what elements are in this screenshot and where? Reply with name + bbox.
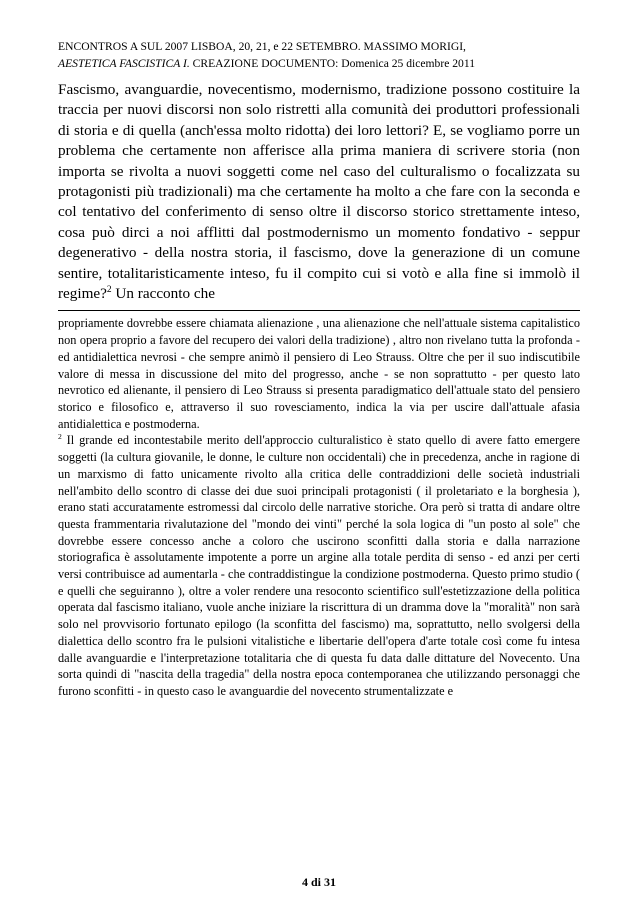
footnote-2-number: 2 [58, 432, 62, 442]
footnote-separator [58, 310, 580, 311]
header-creation-date: CREAZIONE DOCUMENTO: Domenica 25 dicembre 2011 [189, 57, 476, 70]
footnotes [58, 315, 580, 699]
main-text: Fascismo, avanguardie, novecentismo, modernismo, tradizione possono costituire la traccia per nuovi discorsi non solo ristretti alla comunità dei produttori professionali di storia e di quella (anch'essa molto ridotta) dei loro lettori? E, se vogliamo porre un problema che certamente non afferisce alla prima maniera di scrivere storia (non importa se rivolta a nuovi soggetti come nel caso del culturalismo o focalizzata su protagonisti più tradizionali) ma che certamente ha molto a che fare con la seconda e col tentativo del conferimento di senso oltre il discorso storico strettamente inteso, cosa può dirci a noi afflitti dal postmodernismo un momento fondativo - seppur degenerativo - della nostra storia, il fascismo, dove la generazione di un comune sentire, totalitaristicamente inteso, fu il compito cui si votò e alla fine si immolò il regime? [58, 81, 580, 303]
header-title-italic: AESTETICA FASCISTICA I. [58, 57, 190, 70]
main-paragraph [58, 80, 580, 304]
page-number: 4 di 31 [301, 875, 336, 889]
document-page [58, 38, 580, 889]
running-header [58, 38, 580, 72]
main-text-tail: Un racconto che [111, 285, 215, 303]
header-line-1: ENCONTROS A SUL 2007 LISBOA, 20, 21, e 22 SETEMBRO. MASSIMO MORIGI, [58, 40, 466, 53]
footnote-2 [58, 432, 580, 699]
footnote-ref-2[interactable]: 2 [106, 285, 112, 295]
footnote-continued: propriamente dovrebbe essere chiamata alienazione , una alienazione che nell'attuale sistema capitalistico non opera proprio a favore del recupero dei valori della tradizione) , altro non rivelano tutta la profonda - ed antidialettica nevrosi - che sempre animò il pensiero di Leo Strauss. Oltre che per il suo indiscutibile valore di messa in discussione del mito del progresso, anche - se non soprattutto - per questo lato nevrotico ed alienante, il pensiero di Leo Strauss si presenta paradigmatico dell'attuale stato del pensiero storico e filosofico e, attraverso il suo rovesciamento, indica la via per uscire dall'attuale afasia antidialettica e postmoderna. [58, 316, 580, 431]
footnote-2-text: Il grande ed incontestabile merito dell'approccio culturalistico è stato quello di avere fatto emergere soggetti (la cultura giovanile, le donne, le culture non occidentali) che in precedenza, anche in ragione di un marxismo di fatto unicamente rivolto alla critica delle contraddizioni delle società industriali nell'ambito dello scontro di classe dei due suoi principali protagonisti ( il proletariato e la borghesia ), erano stati accuratamente estromessi dal circolo delle narrative storiche. Ora però si tratta di andare oltre questa frammentaria rivalutazione del "mondo dei vinti" perché la sola logica di "un posto al sole" che dovrebbe essere concesso anche a coloro che uscirono sconfitti dalla storia e dalla narrazione storiografica è assolutamente impotente a porre un argine alla totale perdita di senso - ed anzi per certi versi contribuisce ad aumentarla - che contraddistingue la condizione postmoderna. Questo primo studio ( e quelli che seguiranno ), oltre a voler rendere una resoconto scientifico sull'estetizzazione della politica operata dal fascismo italiano, vuole anche iniziare la riscrittura di un dramma dove la "moralità" non sarà solo nel provvisorio fortunato epilogo (la sconfitta del fascismo) ma, soprattutto, nello svolgersi della dialettica dello scontro fra le pulsioni vitalistiche e libertarie dell'opera d'arte totale così come fu intesa dalle avanguardie e l'interpretazione totalitaria che di questa fu data dalle dittature del Novecento. Una sorta quindi di "nascita della tragedia" della nostra epoca contemporanea che utilizzando personaggi che furono sconfitti - in questo caso le avanguardie del novecento strumentalizzate e [58, 433, 580, 698]
header-line-2 [58, 55, 580, 72]
